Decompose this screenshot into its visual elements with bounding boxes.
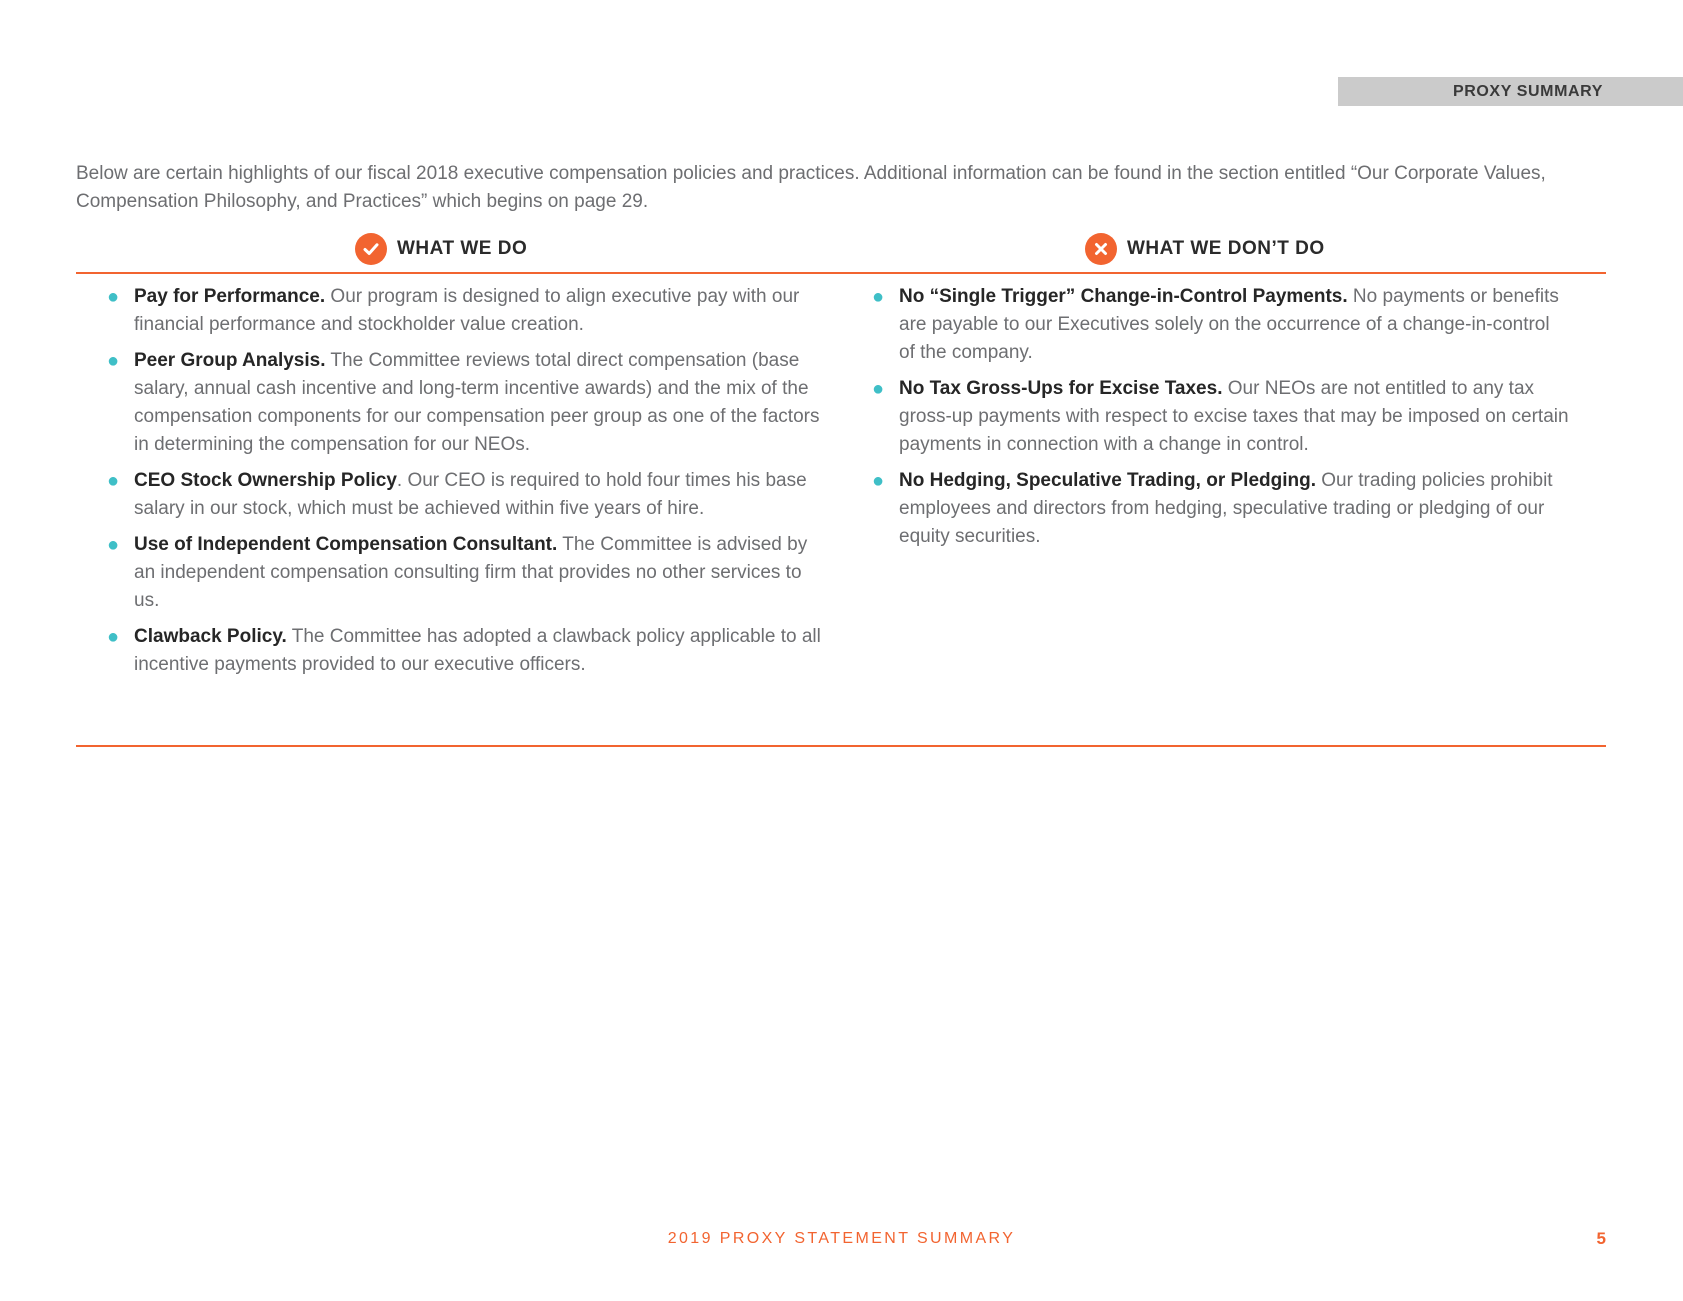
what-we-do-header (355, 233, 527, 265)
item-text: The Committee has adopted a clawback policy applicable to all incentive payments provided to our executive officers. (134, 626, 821, 675)
item-lead: Clawback Policy. (134, 626, 287, 647)
list-item (105, 531, 825, 615)
list-item (870, 467, 1570, 551)
list-item (105, 347, 825, 459)
bullet-icon: ● (107, 534, 120, 556)
item-lead: Pay for Performance. (134, 286, 326, 307)
top-divider (76, 272, 1606, 274)
list-item (870, 375, 1570, 459)
bullet-icon: ● (107, 470, 120, 492)
bullet-icon: ● (872, 470, 885, 492)
list-item (870, 283, 1570, 367)
item-text: The Committee is advised by an independent compensation consulting firm that provides no other services to us. (134, 534, 808, 611)
what-we-dont-do-list (870, 283, 1570, 559)
item-lead: No Hedging, Speculative Trading, or Pledging. (899, 470, 1316, 491)
item-text: Our NEOs are not entitled to any tax gross-up payments with respect to excise taxes that may be imposed on certain payments in connection with a change in control. (899, 378, 1569, 455)
bullet-icon: ● (107, 626, 120, 648)
item-text: No payments or benefits are payable to our Executives solely on the occurrence of a change-in-control of the company. (899, 286, 1559, 363)
item-lead: No Tax Gross-Ups for Excise Taxes. (899, 378, 1223, 399)
page-number: 5 (1596, 1229, 1606, 1248)
item-text: The Committee reviews total direct compensation (base salary, annual cash incentive and long-term incentive awards) and the mix of the compensation components for our compensation peer group as one of the factors in determining the compensation for our NEOs. (134, 350, 820, 455)
what-we-dont-do-heading: WHAT WE DON’T DO (1127, 238, 1325, 259)
item-text: Our trading policies prohibit employees and directors from hedging, speculative trading or pledging of our equity securities. (899, 470, 1553, 547)
check-icon (355, 233, 387, 265)
item-lead: CEO Stock Ownership Policy (134, 470, 397, 491)
section-tab: PROXY SUMMARY (1338, 77, 1683, 106)
bullet-icon: ● (872, 286, 885, 308)
item-lead: Peer Group Analysis. (134, 350, 326, 371)
what-we-do-heading: WHAT WE DO (397, 238, 528, 259)
bottom-divider (76, 745, 1606, 747)
item-lead: Use of Independent Compensation Consultant. (134, 534, 558, 555)
intro-paragraph: Below are certain highlights of our fiscal 2018 executive compensation policies and practices. Additional information can be found in the section entitled “Our Corporate Values, Compensation Philosophy, and Practices” which begins on page 29. (76, 163, 1546, 212)
item-lead: No “Single Trigger” Change-in-Control Payments. (899, 286, 1348, 307)
bullet-icon: ● (872, 378, 885, 400)
list-item (105, 623, 825, 679)
what-we-dont-do-header (1085, 233, 1325, 265)
item-text: . Our CEO is required to hold four times his base salary in our stock, which must be achieved within five years of hire. (134, 470, 807, 519)
list-item (105, 283, 825, 339)
list-item (105, 467, 825, 523)
x-icon (1085, 233, 1117, 265)
what-we-do-list (105, 283, 825, 687)
footer-title: 2019 PROXY STATEMENT SUMMARY (667, 1230, 1016, 1247)
bullet-icon: ● (107, 286, 120, 308)
item-text: Our program is designed to align executive pay with our financial performance and stockholder value creation. (134, 286, 800, 335)
bullet-icon: ● (107, 350, 120, 372)
